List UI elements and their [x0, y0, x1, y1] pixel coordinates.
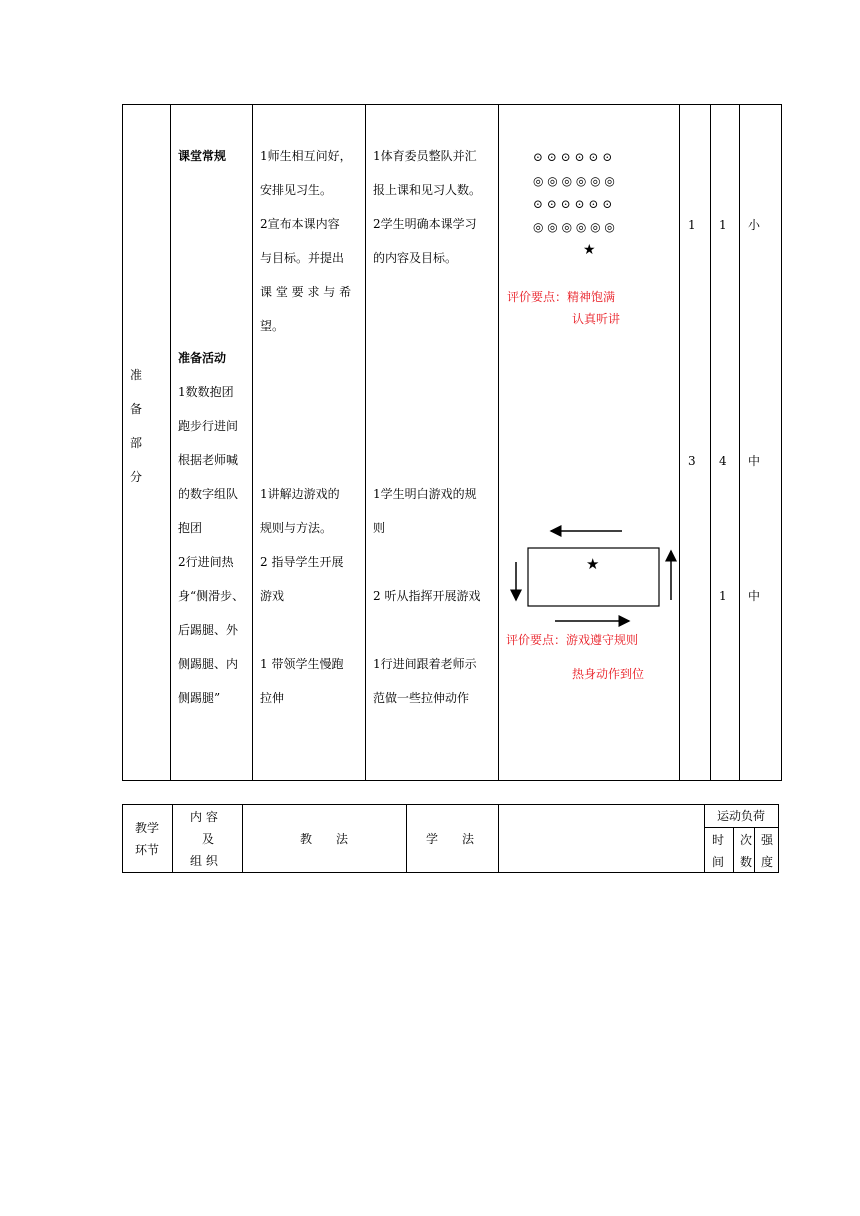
content-line: 侧踢腿、内 [178, 657, 239, 671]
warmup-title: 准备活动 [178, 351, 227, 365]
teaching-line: 规则与方法。 [260, 521, 333, 535]
count-header: 次 [740, 833, 753, 847]
learning-line: 1学生明白游戏的规 [373, 487, 477, 501]
content-header: 组 织 [190, 854, 218, 868]
section-char: 分 [130, 470, 143, 484]
content-header: 内 容 [190, 810, 218, 824]
formation-row: ◎ ◎ ◎ ◎ ◎ ◎ [533, 174, 615, 188]
learning-header: 学 法 [426, 832, 475, 846]
learning-line: 则 [373, 521, 386, 535]
section-char: 备 [130, 402, 143, 416]
content-line: 后踢腿、外 [178, 623, 239, 637]
teacher-star-icon: ★ [586, 555, 600, 573]
load-intensity: 中 [748, 589, 761, 603]
learning-line: 范做一些拉伸动作 [373, 691, 470, 705]
learning-line: 1行进间跟着老师示 [373, 657, 477, 671]
count-header: 数 [740, 855, 753, 869]
teaching-line: 2宣布本课内容 [260, 217, 340, 231]
time-header: 时 [712, 833, 725, 847]
routine-title: 课堂常规 [178, 149, 227, 163]
teaching-line: 拉伸 [260, 691, 285, 705]
content-line: 2行进间热 [178, 555, 234, 569]
teaching-line: 与目标。并提出 [260, 251, 345, 265]
intensity-header: 度 [761, 855, 774, 869]
load-intensity: 中 [748, 454, 761, 468]
formation-row: ⊙ ⊙ ⊙ ⊙ ⊙ ⊙ [533, 150, 613, 164]
load-count: 1 [719, 218, 727, 232]
teaching-header: 教 法 [300, 832, 349, 846]
learning-line: 2 听从指挥开展游戏 [373, 589, 481, 603]
formation-row: ◎ ◎ ◎ ◎ ◎ ◎ [533, 220, 615, 234]
load-header: 运动负荷 [717, 809, 766, 823]
teaching-line: 2 指导学生开展 [260, 555, 344, 569]
content-header: 及 [202, 832, 215, 846]
teaching-line: 课 堂 要 求 与 希 [260, 285, 352, 299]
teaching-line: 1师生相互问好， [260, 149, 352, 163]
learning-line: 的内容及目标。 [373, 251, 458, 265]
section-char: 部 [130, 436, 143, 450]
content-line: 根据老师喊 [178, 453, 239, 467]
content-line: 身“侧滑步、 [178, 589, 245, 603]
section-header: 教学 [135, 821, 160, 835]
game-field-svg [505, 520, 680, 630]
load-time: 3 [688, 454, 696, 468]
learning-line: 报上课和见习人数。 [373, 183, 482, 197]
teaching-line: 安排见习生。 [260, 183, 333, 197]
learning-line: 1体育委员整队并汇 [373, 149, 477, 163]
load-intensity: 小 [748, 218, 761, 232]
teaching-line: 望。 [260, 319, 285, 333]
teaching-line: 1讲解边游戏的 [260, 487, 340, 501]
teaching-line: 游戏 [260, 589, 285, 603]
teacher-star-icon: ★ [583, 242, 596, 258]
content-line: 的数字组队 [178, 487, 239, 501]
content-line: 抱团 [178, 521, 203, 535]
formation-diagram [533, 150, 653, 260]
intensity-header: 强 [761, 833, 774, 847]
eval-note-1-line2: 认真听讲 [572, 312, 621, 326]
eval-note-2-line2: 热身动作到位 [572, 667, 645, 681]
load-time: 1 [688, 218, 696, 232]
section-char: 准 [130, 368, 143, 382]
learning-line: 2学生明确本课学习 [373, 217, 477, 231]
load-count: 1 [719, 589, 727, 603]
eval-note-2: 评价要点：游戏遵守规则 [506, 633, 639, 647]
section-header: 环节 [135, 843, 160, 857]
time-header: 间 [712, 855, 725, 869]
content-line: 侧踢腿” [178, 691, 221, 705]
formation-row: ⊙ ⊙ ⊙ ⊙ ⊙ ⊙ [533, 197, 613, 211]
eval-note-1: 评价要点：精神饱满 [507, 290, 616, 304]
teaching-line: 1 带领学生慢跑 [260, 657, 344, 671]
load-count: 4 [719, 454, 727, 468]
content-line: 1数数抱团 [178, 385, 234, 399]
content-line: 跑步行进间 [178, 419, 239, 433]
